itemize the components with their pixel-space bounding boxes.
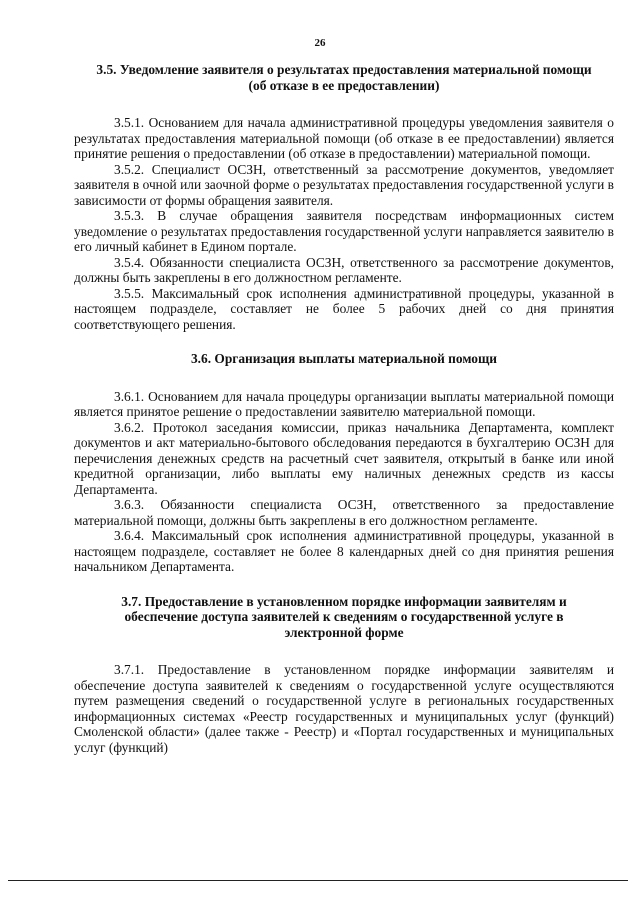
spacer [74,640,614,662]
section-3-5 [74,62,614,332]
spacer [74,332,614,351]
paragraph: 3.6.4. Максимальный срок исполнения административной процедуры, указанной в настоящем подразделе, составляет не более 8 календарных дней со дня принятия решения начальником Департамента. [74,528,614,574]
section-heading: 3.5. Уведомление заявителя о результатах предоставления материальной помощи (об отказе в ее предоставлении) [96,62,592,93]
spacer [74,367,614,389]
section-3-6 [74,351,614,575]
paragraph: 3.5.3. В случае обращения заявителя посредствам информационных систем уведомление о результатах предоставления государственной услуги направляется заявителю в его личный кабинет в Едином портале. [74,208,614,254]
section-heading: 3.7. Предоставление в установленном порядке информации заявителям и обеспечение доступа заявителей к сведениям о государственной услуге в электронной форме [121,593,567,640]
paragraph: 3.5.2. Специалист ОСЗН, ответственный за рассмотрение документов, уведомляет заявителя в очной или заочной форме о результатах предоставления государственной услуги в зависимости от формы обращения заявителя. [74,161,614,208]
section-heading: 3.6. Организация выплаты материальной помощи [190,351,497,366]
paragraph: 3.5.1. Основанием для начала административной процедуры уведомления заявителя о результатах предоставления материальной помощи (об отказе в ее предоставлении) является принятие решения о предоставлении (об отказе в предоставлении) материальной помощи. [74,115,614,161]
document-body [74,62,614,755]
footer-divider [8,880,628,881]
paragraph: 3.6.1. Основанием для начала процедуры организации выплаты материальной помощи является принятое решение о предоставлении заявителю материальной помощи. [74,388,614,419]
paragraph: 3.6.2. Протокол заседания комиссии, приказ начальника Департамента, комплект документов и акт материально-бытового обследования передаются в бухгалтерию ОСЗН для перечисления денежных средств на расчетный счет заявителя, открытый в банке или иной кредитной организации, либо выплаты ему наличных денежных средств из кассы Департамента. [74,419,614,497]
spacer [74,93,614,115]
paragraph: 3.6.3. Обязанности специалиста ОСЗН, ответственного за предоставление материальной помощи, должны быть закреплены в его должностном регламенте. [74,497,614,528]
paragraph: 3.5.5. Максимальный срок исполнения административной процедуры, указанной в настоящем подразделе, составляет не более 5 рабочих дней со дня принятия соответствующего решения. [74,285,614,332]
section-3-7 [74,594,614,756]
page-number: 26 [314,37,326,49]
paragraph: 3.5.4. Обязанности специалиста ОСЗН, ответственного за рассмотрение документов, должны быть закреплены в его должностном регламенте. [74,254,614,285]
spacer [74,575,614,594]
paragraph: 3.7.1. Предоставление в установленном порядке информации заявителям и обеспечение доступа заявителей к сведениям о государственной услуге осуществляются путем размещения сведений о государственной услуге в региональных государственных информационных системах «Реестр государственных и муниципальных услуг (функций) Смоленской области» (далее также - Реестр) и «Портал государственных и муниципальных услуг (функций) [74,662,614,755]
